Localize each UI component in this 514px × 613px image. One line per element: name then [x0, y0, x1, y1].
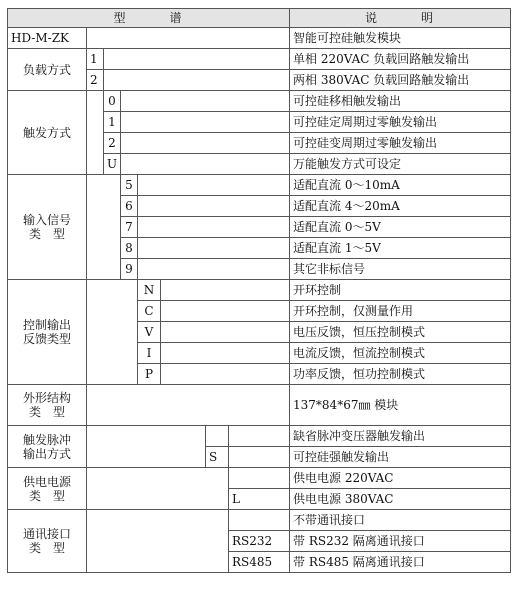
table-row — [8, 49, 511, 70]
power-desc-220: 供电电源 220VAC — [290, 468, 511, 489]
form-label: 外形结构 类 型 — [8, 385, 87, 426]
feedback-code-n: N — [138, 280, 161, 301]
model-column-header: 型 谱 — [8, 9, 290, 28]
trigger-code-1: 1 — [104, 112, 121, 133]
feedback-desc-n: 开环控制 — [290, 280, 511, 301]
form-desc: 137*84*67㎜ 模块 — [290, 385, 511, 426]
trigger-desc-0: 可控硅移相触发输出 — [290, 91, 511, 112]
input-code-9: 9 — [121, 259, 138, 280]
input-code-8: 8 — [121, 238, 138, 259]
feedback-code-i: I — [138, 343, 161, 364]
load-code-1: 1 — [87, 49, 104, 70]
table-header-row — [8, 9, 511, 28]
model-row — [8, 28, 511, 49]
trigger-desc-2: 可控硅变周期过零触发输出 — [290, 133, 511, 154]
trigger-desc-1: 可控硅定周期过零触发输出 — [290, 112, 511, 133]
input-label: 输入信号 类 型 — [8, 175, 87, 280]
feedback-desc-c: 开环控制，仅测量作用 — [290, 301, 511, 322]
power-label: 供电电源 类 型 — [8, 468, 87, 510]
input-code-6: 6 — [121, 196, 138, 217]
feedback-desc-v: 电压反馈，恒压控制模式 — [290, 322, 511, 343]
trigger-code-0: 0 — [104, 91, 121, 112]
model-spec-table — [7, 8, 511, 573]
trigger-code-u: U — [104, 154, 121, 175]
load-label: 负载方式 — [8, 49, 87, 91]
input-desc-7: 适配直流 0～5V — [290, 217, 511, 238]
table-row — [8, 280, 511, 301]
pulse-label: 触发脉冲 输出方式 — [8, 426, 87, 468]
comm-desc-rs485: 带 RS485 隔离通讯接口 — [290, 552, 511, 573]
feedback-code-p: P — [138, 364, 161, 385]
feedback-desc-p: 功率反馈，恒功控制模式 — [290, 364, 511, 385]
input-desc-9: 其它非标信号 — [290, 259, 511, 280]
table-row — [8, 426, 511, 447]
table-row — [8, 91, 511, 112]
comm-code-rs485: RS485 — [229, 552, 290, 573]
feedback-code-v: V — [138, 322, 161, 343]
table-row — [8, 468, 511, 489]
pulse-desc-default: 缺省脉冲变压器触发输出 — [290, 426, 511, 447]
pulse-desc-s: 可控硅强触发输出 — [290, 447, 511, 468]
input-code-7: 7 — [121, 217, 138, 238]
input-desc-5: 适配直流 0～10mA — [290, 175, 511, 196]
comm-code-rs232: RS232 — [229, 531, 290, 552]
power-code-default — [229, 468, 290, 489]
table-row — [8, 510, 511, 531]
comm-desc-none: 不带通讯接口 — [290, 510, 511, 531]
table-row — [8, 385, 511, 426]
feedback-label: 控制输出 反馈类型 — [8, 280, 87, 385]
comm-code-none — [229, 510, 290, 531]
load-desc-2: 两相 380VAC 负载回路触发输出 — [290, 70, 511, 91]
feedback-desc-i: 电流反馈，恒流控制模式 — [290, 343, 511, 364]
comm-label: 通讯接口 类 型 — [8, 510, 87, 573]
comm-desc-rs232: 带 RS232 隔离通讯接口 — [290, 531, 511, 552]
pulse-code-default — [206, 426, 229, 447]
load-code-2: 2 — [87, 70, 104, 91]
input-code-5: 5 — [121, 175, 138, 196]
trigger-code-2: 2 — [104, 133, 121, 154]
table-row — [8, 175, 511, 196]
model-code: HD-M-ZK — [8, 28, 87, 49]
pulse-code-s: S — [206, 447, 229, 468]
input-desc-6: 适配直流 4～20mA — [290, 196, 511, 217]
power-code-l: L — [229, 489, 290, 510]
load-desc-1: 单相 220VAC 负载回路触发输出 — [290, 49, 511, 70]
feedback-code-c: C — [138, 301, 161, 322]
trigger-label: 触发方式 — [8, 91, 87, 175]
desc-column-header: 说 明 — [290, 9, 511, 28]
model-desc: 智能可控硅触发模块 — [290, 28, 511, 49]
input-desc-8: 适配直流 1～5V — [290, 238, 511, 259]
trigger-desc-u: 万能触发方式可设定 — [290, 154, 511, 175]
power-desc-380: 供电电源 380VAC — [290, 489, 511, 510]
